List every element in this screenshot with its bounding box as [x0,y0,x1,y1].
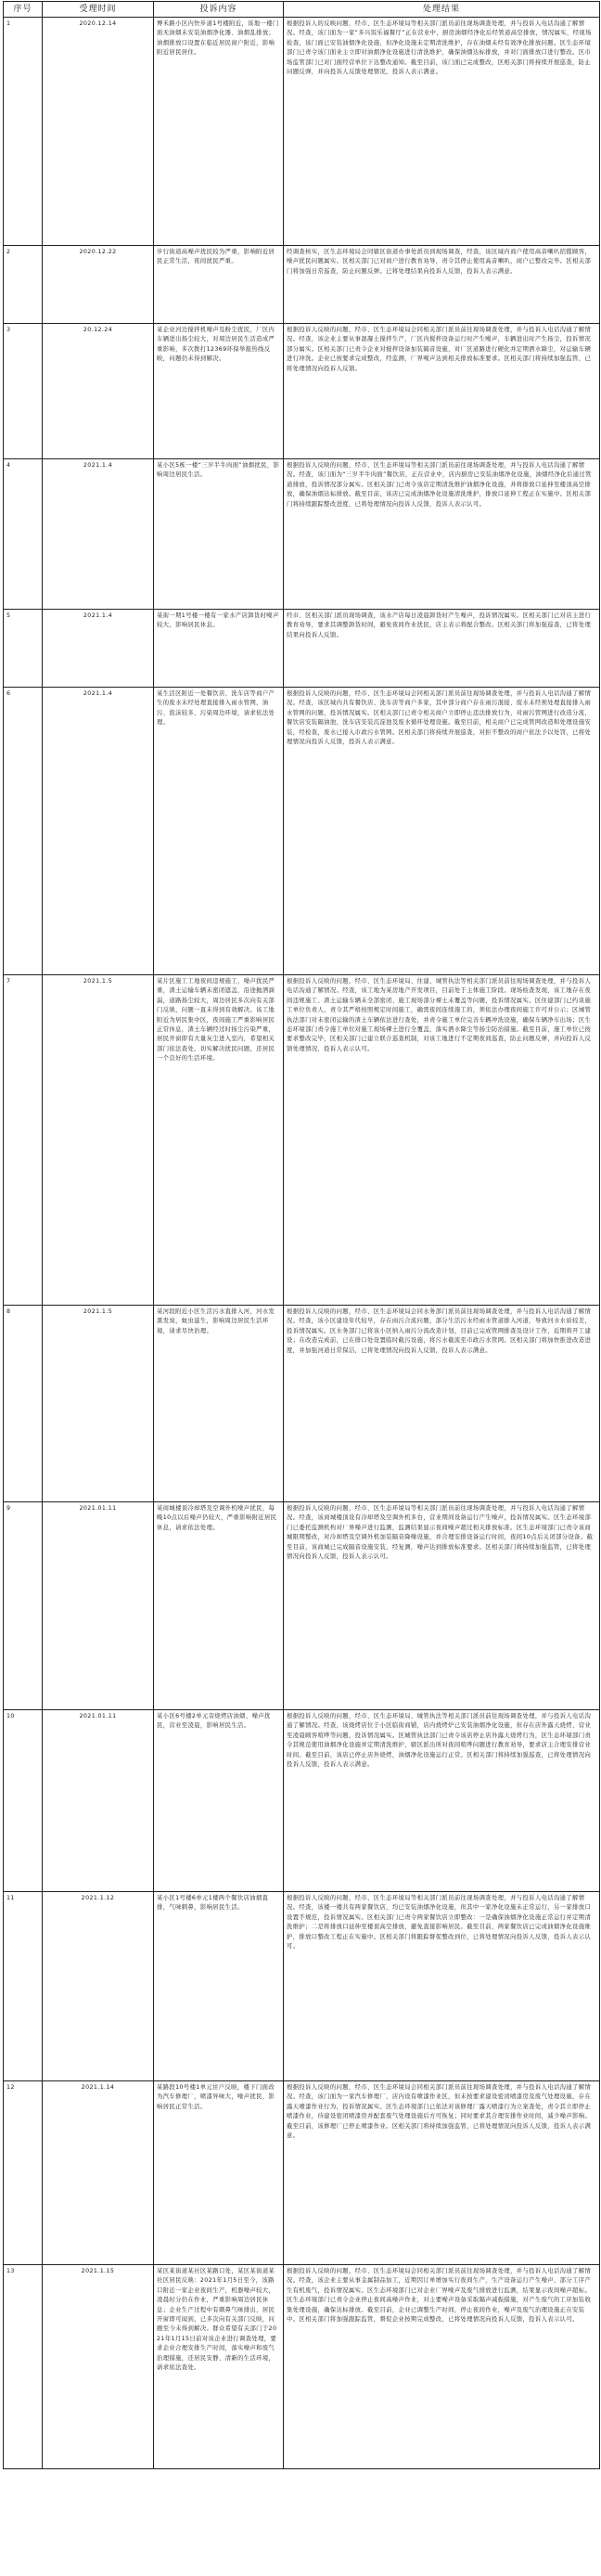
row-date: 2021.1.4 [43,688,154,975]
row-result: 根据投诉人的反映问题，经市、区生态环境局等相关部门派员前往现场调查处理，并与投诉人电话沟通了解情况。经查，该门面为一家“多兴饭乐福餐厅”正在营业中，厨房油烟经净化后经管道高空排放，情况属实，经现场检查，该门面已安装油烟净化设施，但净化设施未定期清洗维护，存在油烟未经有效净化排放问题。区生态环境部门已责令该门面业主立即对油烟净化设施进行清洗维护，确保油烟达标排放，并对门面排放口进行整改。区市场监管部门已对门面经营单位下达整改通知。截至目前，该门面已完成整改，区相关部门将持续开展巡查，防止问题反弹，并向投诉人反馈处理情况，投诉人表示满意。 [284,18,600,246]
table-row [4,246,600,324]
row-date: 2021.01.11 [43,1502,154,1710]
row-date: 2020.12.14 [43,18,154,246]
row-date: 2021.1.15 [43,2265,154,2469]
table-row [4,1306,600,1502]
header-result: 处理结果 [284,2,600,18]
row-content: 某小区6号楼2单元旁烧烤店油烟、噪声扰民，营业至凌晨，影响居民生活。 [154,1710,284,1892]
row-date: 2021.1.4 [43,610,154,688]
row-no: 6 [4,688,43,975]
row-content: 博禾路小区内快步道1号楼附近，该地一楼门面无油烟未安装油烟净化器、油烟乱排放；油烟排放口设置在临近居民窗户附近，影响附近居民居住。 [154,18,284,246]
row-content: 某区某街道某社区某路口处，某区某街道某社区居民反映：2021年1月5日至今，该路口附近一家企业夜间生产，机器噪声较大，凌晨时分仍在作业，严重影响周边居民休息；企业生产过程中有刺鼻气味排出，居民开窗即可闻到，已多次向有关部门反映，问题至今未得到解决。群众希望有关部门于2021年1月15日前对该企业进行调查处理，要求企业合理安排生产时间，落实噪声和废气治理措施，还居民安静、清新的生活环境，请求依法查处。 [154,2265,284,2469]
table-row [4,324,600,459]
row-content: 某河段附近小区生活污水直排入河，河水发黑发臭，蚊虫滋生，影响周边居民生活环境，请求尽快治理。 [154,1306,284,1502]
row-no: 10 [4,1710,43,1892]
row-result: 经市、区相关部门派员现场调查，该水产店每日凌晨卸货时产生噪声，投诉情况属实。区相关部门已对店主进行教育劝导，要求其调整卸货时间，避免夜间作业扰民，店主表示将配合整改。区相关部门将加强巡查，已将处理结果向投诉人反馈。 [284,610,600,688]
header-content: 投诉内容 [154,2,284,18]
row-result: 经调查核实，区生态环境局会同辖区街道办事处派员到现场调查，经查，该区域内商户使用高音喇叭招揽顾客，噪声扰民问题属实。区相关部门已对商户进行教育劝导，责令其停止使用高音喇叭，商户已整改完毕。区相关部门将加强日常巡查，防止问题反弹。已将处理结果向投诉人反馈，投诉人表示满意。 [284,246,600,324]
row-result: 根据投诉人反映的问题，经市、区生态环境局会同相关部门派员前往现场调查处理，并与投诉人电话沟通了解情况。经查，该区域内共有餐饮店、洗车店等商户多家，其中部分商户存在雨污混接、废水未经预处理直接排入雨水管网的问题，投诉情况属实。区相关部门已责令相关商户立即停止违法排放行为，对雨污管网进行改造分流，餐饮店安装隔油池，洗车店安装沉淀池及废水循环处理设施。截至目前，相关商户已完成管网改造和处理设施安装，经检查，废水已接入市政污水管网。区相关部门将持续开展巡查，对拒不整改的商户依法予以处罚，已将处理情况向投诉人反馈，投诉人表示满意。 [284,688,600,975]
row-content: 某路段10号楼1单元住户反映，楼下门面改为汽车修理厂，喷漆异味大，噪声扰民，影响居民正常生活。 [154,2081,284,2265]
row-result: 根据投诉人反映的问题，经市、区生态环境局会同水务部门派员前往现场调查处理，并与投诉人电话沟通了解情况。经查，该小区建设年代较早，存在雨污合流问题，部分生活污水经雨水管道排入河道，导致河水水质较差，投诉情况属实。区水务部门已将该小区纳入雨污分流改造计划，目前已完成管网排查及设计工作，近期将开工建设；在改造完成前，已在排口处设置临时截污设施，将污水截流至市政污水管网。区相关部门将加快推进改造进度，并加强河道日常保洁，已将处理情况向投诉人反馈，投诉人表示满意。 [284,1306,600,1502]
row-date: 2021.1.14 [43,2081,154,2265]
row-date: 2020.12.22 [43,246,154,324]
row-date: 2021.1.12 [43,1892,154,2081]
row-content: 某商城楼顶冷却塔及空调外机噪声扰民，每晚10点以后噪声仍较大，严重影响附近居民休息，请求依法处理。 [154,1502,284,1710]
row-result: 根据投诉人反映的问题，经市、区生态环境局会同相关部门派员前往现场调查处理，并与投诉人电话沟通了解情况。经查，该门面为一家汽车修理厂，店内设有喷漆作业区，但未按要求建设密闭喷漆房及废气处理设施，存在露天喷漆作业行为，投诉情况属实。区生态环境部门已依法对该修理厂露天喷漆行为立案查处，责令其立即停止喷漆作业，待建设密闭喷漆房并配套废气处理设施后方可恢复；同时要求其合理安排作业时间，减少噪声影响。截至目前，该修理厂已停止喷漆作业。区相关部门将持续加强监管，已将处理情况向投诉人反馈，投诉人表示满意。 [284,2081,600,2265]
table-row [4,1710,600,1892]
row-content: 某企业河边搅拌机噪声及粉尘扰民，厂区内车辆进出扬尘较大，对周边居民生活造成严重影响，多次拨打12369环保举报热线反映，问题仍未得到解决。 [154,324,284,459]
row-content: 某片区施工工地夜间违规施工，噪声扰民严重，渣土运输车辆未密闭遮盖，沿途抛洒滴漏，道路扬尘较大，周边居民多次向有关部门反映，问题一直未得到有效解决。该工地附近为居民集中区，夜间施工严重影响居民正常休息，渣土车辆经过时扬尘污染严重，居民开窗即有大量灰尘进入室内，希望相关部门依法查处，切实解决扰民问题，还居民一个良好的生活环境。 [154,975,284,1306]
row-no: 9 [4,1502,43,1710]
table-row [4,1892,600,2081]
row-content: 某生活区附近一处餐饮店、洗车店等商户产生的废水未经处理直接排入雨水管网，油污、泡沫较多，污染周边环境，请求依法处理。 [154,688,284,975]
row-date: 2021.1.4 [43,459,154,610]
row-result: 根据投诉人反映的问题，经市、区生态环境局等相关部门派员前往现场调查处理，并与投诉人电话沟通了解情况。经查，该门面为“三岁半牛肉面”餐饮店，正在营业中，店内厨房已安装油烟净化设施，油烟经净化后通过管道排放，投诉情况部分属实。区相关部门已责令该店定期清洗维护油烟净化设施，并将排放口延伸至楼顶高空排放，确保油烟达标排放。截至目前，该店已完成油烟净化设施清洗维护，排放口延伸工程正在实施中。区相关部门将持续跟踪整改进度，已将处理情况向投诉人反馈，投诉人表示认可。 [284,459,600,610]
row-no: 7 [4,975,43,1306]
row-no: 13 [4,2265,43,2469]
row-date: 2021.1.5 [43,1306,154,1502]
table-row [4,1502,600,1710]
table-row [4,975,600,1306]
header-no: 序号 [4,2,43,18]
row-result: 根据投诉人反映的问题，经市、区生态环境局、住建、城管执法等相关部门派员前往现场调查处理，并与投诉人电话沟通了解情况。经查，该工地为某房地产开发项目，目前处于主体施工阶段。现场检查发现，该工地存在夜间违规施工、渣土运输车辆未全部密闭、施工现场部分裸土未覆盖等问题，投诉情况属实。区住建部门已约谈施工单位负责人，责令其严格按照规定时间施工，确需夜间连续施工的，须依法办理夜间施工许可并公示；区城管执法部门对未密闭运输的渣土车辆依法进行查处，并责令施工单位完善车辆冲洗设施，确保车辆净车出场；区生态环境部门责令施工单位对施工现场裸土进行全覆盖，落实洒水降尘等扬尘防治措施。截至目前，施工单位已按要求整改完毕，区相关部门已建立联合巡查机制，对该工地进行不定期夜间巡查，防止问题反弹，并向投诉人反馈处理情况，投诉人表示认可。 [284,975,600,1306]
row-no: 11 [4,1892,43,2081]
table-row [4,2081,600,2265]
row-date: 2021.1.5 [43,975,154,1306]
row-result: 根据投诉人反映的问题，经市、区生态环境局、城管执法等相关部门派员前往现场调查处理，并与投诉人电话沟通了解情况。经查，该烧烤店位于小区临街商铺，店内烧烤炉已安装油烟净化设施，但存在店外露天烧烤、营业至凌晨顾客喧哗等问题，投诉情况属实。区城管执法部门已责令该店停止店外露天烧烤行为，区生态环境部门责令其规范使用油烟净化设施并定期清洗维护，辖区派出所对夜间喧哗问题进行教育劝导，要求店主合理安排营业时间。截至目前，该店已停止店外烧烤，油烟净化设施运行正常。区相关部门将持续加强巡查，已将处理情况向投诉人反馈，投诉人表示满意。 [284,1710,600,1892]
complaints-table [3,1,600,2469]
header-date: 受理时间 [43,2,154,18]
table-row [4,18,600,246]
row-date: 20.12.24 [43,324,154,459]
row-result: 根据投诉人反映的问题，经市、区生态环境局等相关部门派员前往现场调查处理，并与投诉人电话沟通了解情况。经查，该楼一楼共有两家餐饮店，均已安装油烟净化设施，但其中一家净化设施未正常运行，另一家排放口设置不规范，投诉情况属实。区相关部门已责令两家餐饮店立即整改：一是确保油烟净化设施正常运行并定期清洗维护；二是将排放口延伸至楼顶高空排放，避免直接影响居民。截至目前，两家餐饮店已完成油烟净化设施维护，排放口整改工程正在实施中。区相关部门将跟踪督促整改到位，已将处理情况向投诉人反馈，投诉人表示认可。 [284,1892,600,2081]
table-row [4,688,600,975]
row-no: 4 [4,459,43,610]
table-header-row [4,2,600,18]
row-content: 某小区5栋一楼“三岁半牛肉面”油烟扰民，影响周边居民生活。 [154,459,284,610]
row-no: 1 [4,18,43,246]
row-no: 3 [4,324,43,459]
row-no: 5 [4,610,43,688]
row-content: 某小区1号楼6单元1楼两个餐饮店油烟直排，气味刺鼻，影响居民生活。 [154,1892,284,2081]
row-no: 2 [4,246,43,324]
table-row [4,2265,600,2469]
row-result: 根据投诉人反映的问题，经市、区生态环境局会同相关部门派员前往现场调查处理，并与投诉人电话沟通了解情况。经查，该企业主要从事混凝土搅拌生产，厂区内搅拌设备运行时产生噪声，车辆进出时产生扬尘，投诉情况部分属实。区相关部门已责令企业对搅拌设备加装隔音设施，对厂区道路进行硬化并定期洒水降尘，对运输车辆进行冲洗。企业已按要求完成整改，经监测，厂界噪声达到相关排放标准要求。区相关部门将持续加强监管，已将处理情况向投诉人反馈。 [284,324,600,459]
row-no: 12 [4,2081,43,2265]
row-content: 某街一期1号楼一楼有一家水产店卸货时噪声较大，影响居民休息。 [154,610,284,688]
row-result: 根据投诉人反映的问题，经市、区生态环境局会同相关部门派员前往现场调查处理，并与投诉人电话沟通了解情况。经查，该企业主要从事金属制品加工，近期因订单增加实行夜间生产，生产设备运行产生噪声，部分工序产生有机废气，投诉情况属实。区生态环境部门已对企业厂界噪声及废气排放进行监测，结果显示夜间噪声超标。区生态环境部门已责令企业停止夜间高噪声作业，对主要噪声设备采取隔声减振措施，对产生废气的工序加装收集处理设施，确保达标排放。截至目前，企业已调整生产时间，停止夜间作业，噪声及废气治理设施正在安装中。区相关部门将加强跟踪监管，督促企业按期完成整改，已将处理情况向投诉人反馈，投诉人表示认可。 [284,2265,600,2469]
row-content: 步行街道高噪声扰民较为严重，影响附近居民正常生活，夜间扰民严重。 [154,246,284,324]
table-row [4,459,600,610]
row-result: 根据投诉人反映的问题，经市、区生态环境局等相关部门派员前往现场调查处理，并与投诉人电话沟通了解情况。经查，该商城楼顶设有冷却塔及空调外机多台，营业期间设备运行产生噪声，投诉情况属实。区生态环境部门已委托监测机构对厂界噪声进行监测，监测结果显示夜间噪声超过相关排放标准。区生态环境部门已责令该商城限期整改，对冷却塔及空调外机加装隔音降噪设施，并合理安排设备运行时间，夜间10点后关闭部分设备。截至目前，该商城已完成隔音设施安装，经复测，噪声达到排放标准要求。区相关部门将持续加强监管，已将处理情况向投诉人反馈，投诉人表示认可。 [284,1502,600,1710]
row-no: 8 [4,1306,43,1502]
table-row [4,610,600,688]
row-date: 2021.01.11 [43,1710,154,1892]
